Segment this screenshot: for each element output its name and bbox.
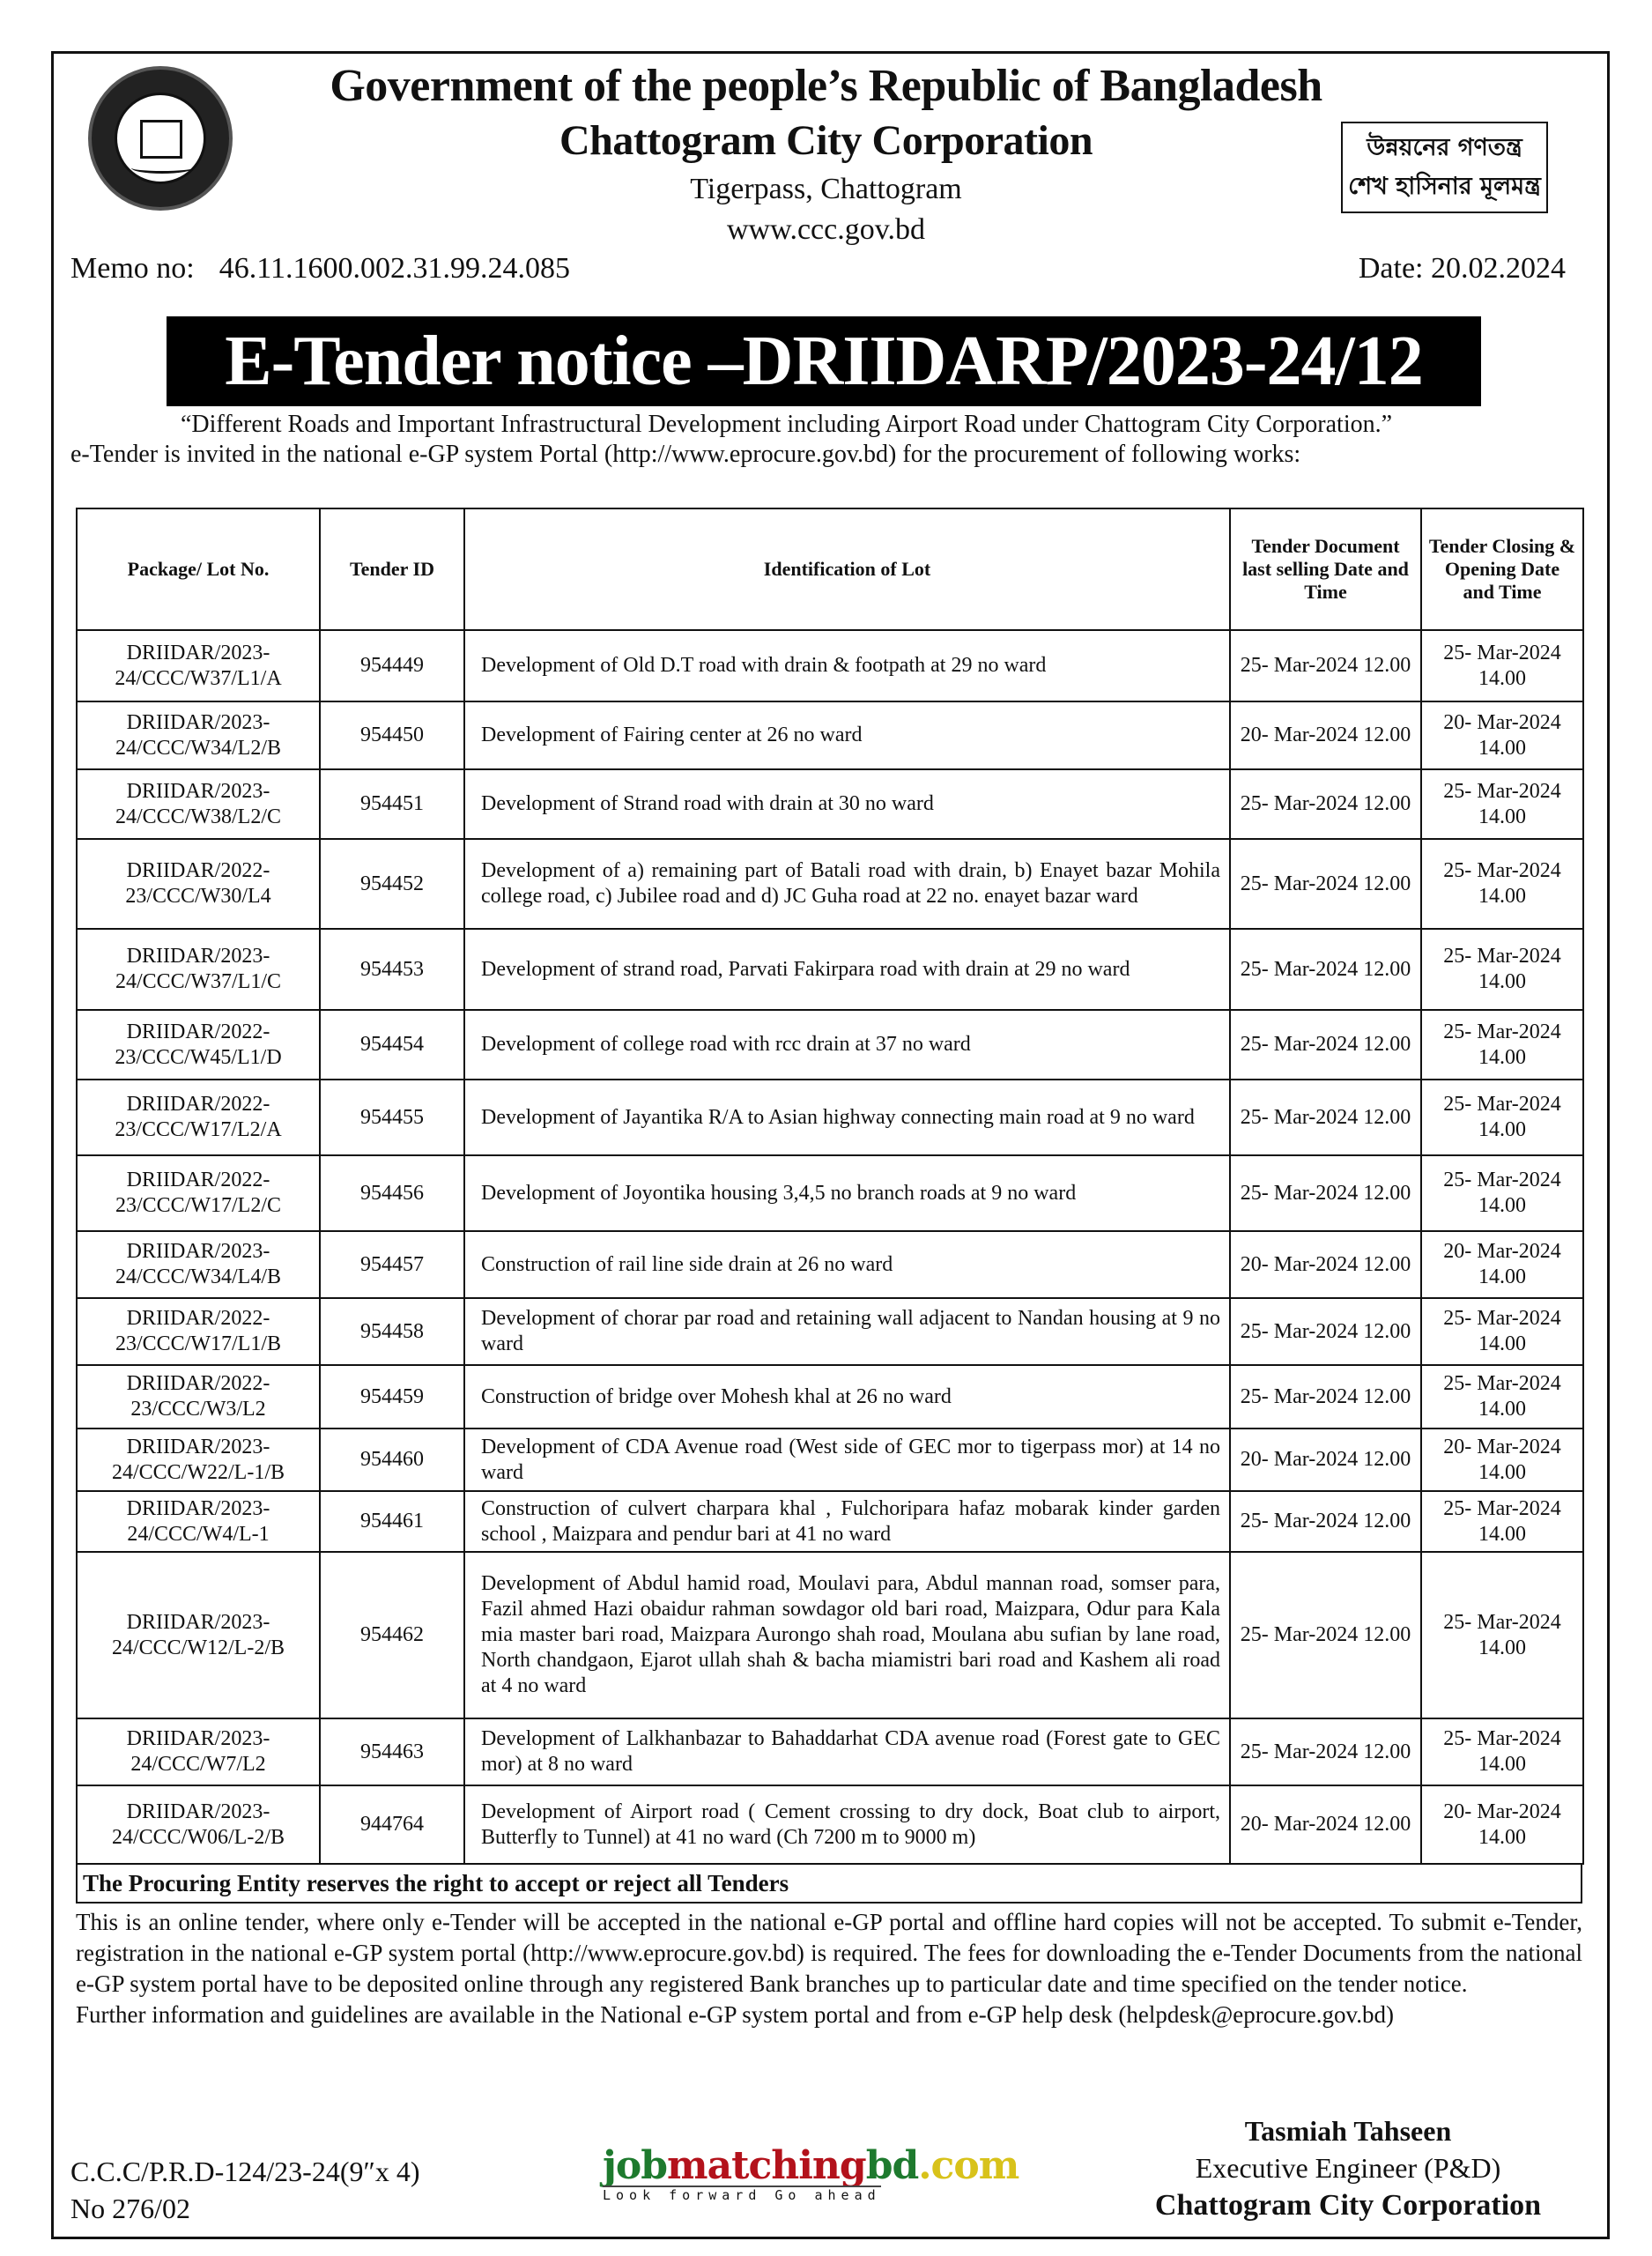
lot-identification: Development of Lalkhanbazar to Bahaddarhat CDA avenue road (Forest gate to GEC mor) at 8 no ward (464, 1718, 1230, 1785)
last-selling-datetime: 20- Mar-2024 12.00 (1230, 701, 1421, 769)
header-last-selling: Tender Document last selling Date and Time (1230, 508, 1421, 630)
header-identification: Identification of Lot (464, 508, 1230, 630)
lot-number: DRIIDAR/2023-24/CCC/W06/L-2/B (77, 1785, 320, 1864)
last-selling-datetime: 25- Mar-2024 12.00 (1230, 1552, 1421, 1718)
lot-number: DRIIDAR/2023-24/CCC/W34/L2/B (77, 701, 320, 769)
government-title: Government of the people’s Republic of Bangladesh (330, 61, 1322, 111)
notice-date: Date: 20.02.2024 (1358, 252, 1566, 285)
closing-datetime: 25- Mar-2024 14.00 (1421, 1365, 1583, 1429)
project-title: “Different Roads and Important Infrastructural Development including Airport Road under Chattogram City Corporation.” (181, 411, 1393, 438)
lot-identification: Construction of rail line side drain at 26 no ward (464, 1231, 1230, 1298)
last-selling-datetime: 25- Mar-2024 12.00 (1230, 1365, 1421, 1429)
closing-datetime: 25- Mar-2024 14.00 (1421, 929, 1583, 1010)
procuring-entity-note: The Procuring Entity reserves the right to accept or reject all Tenders (76, 1863, 1582, 1904)
closing-datetime: 20- Mar-2024 14.00 (1421, 1429, 1583, 1491)
lot-identification: Development of Joyontika housing 3,4,5 no branch roads at 9 no ward (464, 1155, 1230, 1231)
last-selling-datetime: 25- Mar-2024 12.00 (1230, 1080, 1421, 1155)
lot-identification: Construction of bridge over Mohesh khal at 26 no ward (464, 1365, 1230, 1429)
table-row (77, 1298, 1583, 1365)
lot-number: DRIIDAR/2023-24/CCC/W37/L1/A (77, 630, 320, 701)
lot-identification: Development of Abdul hamid road, Moulavi para, Abdul mannan road, somser para, Fazil ahmed Hazi obaidur rahman sowdagor old bari road, Maizpara, Odur para Kala mia master bari road, Maizpara Aurongo shah road, Moulana abu sufian by lane road, North chandgaon, Ejarot ullah shah & bacha miamistri bari road and Kashem ali road at 4 no ward (464, 1552, 1230, 1718)
lot-number: DRIIDAR/2023-24/CCC/W7/L2 (77, 1718, 320, 1785)
lot-number: DRIIDAR/2022-23/CCC/W17/L2/C (77, 1155, 320, 1231)
table-row (77, 769, 1583, 839)
closing-datetime: 25- Mar-2024 14.00 (1421, 630, 1583, 701)
tender-table (76, 508, 1584, 1865)
table-row (77, 1010, 1583, 1080)
memo-label: Memo no: (70, 252, 195, 285)
lot-identification: Development of strand road, Parvati Fakirpara road with drain at 29 no ward (464, 929, 1230, 1010)
closing-datetime: 25- Mar-2024 14.00 (1421, 1552, 1583, 1718)
last-selling-datetime: 25- Mar-2024 12.00 (1230, 839, 1421, 929)
closing-datetime: 20- Mar-2024 14.00 (1421, 1231, 1583, 1298)
notice-title-banner: E-Tender notice –DRIIDARP/2023-24/12 (167, 316, 1481, 406)
memo-number (70, 252, 570, 286)
closing-datetime: 25- Mar-2024 14.00 (1421, 1491, 1583, 1552)
organization-title: Chattogram City Corporation (559, 117, 1093, 164)
lot-identification: Construction of culvert charpara khal , Fulchoripara hafaz mobarak kinder garden school , Maizpara and pendur bari at 41 no ward (464, 1491, 1230, 1552)
tender-id: 954456 (320, 1155, 464, 1231)
tender-id: 954452 (320, 839, 464, 929)
lot-identification: Development of chorar par road and retaining wall adjacent to Nandan housing at 9 no ward (464, 1298, 1230, 1365)
tender-id: 954454 (320, 1010, 464, 1080)
lot-number: DRIIDAR/2023-24/CCC/W37/L1/C (77, 929, 320, 1010)
table-row (77, 1429, 1583, 1491)
lot-identification: Development of Fairing center at 26 no ward (464, 701, 1230, 769)
closing-datetime: 25- Mar-2024 14.00 (1421, 1155, 1583, 1231)
header-tender-id: Tender ID (320, 508, 464, 630)
tender-id: 954451 (320, 769, 464, 839)
table-row (77, 1491, 1583, 1552)
website: www.ccc.gov.bd (726, 213, 926, 246)
closing-datetime: 25- Mar-2024 14.00 (1421, 1718, 1583, 1785)
closing-datetime: 25- Mar-2024 14.00 (1421, 1010, 1583, 1080)
tender-id: 954457 (320, 1231, 464, 1298)
lot-number: DRIIDAR/2023-24/CCC/W4/L-1 (77, 1491, 320, 1552)
slogan-box (1341, 122, 1548, 213)
last-selling-datetime: 25- Mar-2024 12.00 (1230, 1298, 1421, 1365)
lot-number: DRIIDAR/2023-24/CCC/W34/L4/B (77, 1231, 320, 1298)
lot-identification: Development of a) remaining part of Batali road with drain, b) Enayet bazar Mohila college road, c) Jubilee road and d) JC Guha road at 22 no. enayet bazar ward (464, 839, 1230, 929)
closing-datetime: 25- Mar-2024 14.00 (1421, 1298, 1583, 1365)
tender-id: 954461 (320, 1491, 464, 1552)
lot-identification: Development of Strand road with drain at 30 no ward (464, 769, 1230, 839)
last-selling-datetime: 25- Mar-2024 12.00 (1230, 1155, 1421, 1231)
last-selling-datetime: 25- Mar-2024 12.00 (1230, 1010, 1421, 1080)
lot-number: DRIIDAR/2022-23/CCC/W17/L2/A (77, 1080, 320, 1155)
tender-id: 954458 (320, 1298, 464, 1365)
tender-id: 944764 (320, 1785, 464, 1864)
header-lot: Package/ Lot No. (77, 508, 320, 630)
last-selling-datetime: 25- Mar-2024 12.00 (1230, 630, 1421, 701)
lot-number: DRIIDAR/2022-23/CCC/W17/L1/B (77, 1298, 320, 1365)
table-row (77, 1365, 1583, 1429)
instructions (76, 1907, 1582, 2030)
tender-id: 954462 (320, 1552, 464, 1718)
closing-datetime: 20- Mar-2024 14.00 (1421, 1785, 1583, 1864)
last-selling-datetime: 20- Mar-2024 12.00 (1230, 1231, 1421, 1298)
watermark-part: .com (918, 2143, 1019, 2188)
tender-id: 954450 (320, 701, 464, 769)
tender-id: 954459 (320, 1365, 464, 1429)
tender-id: 954453 (320, 929, 464, 1010)
lot-identification: Development of Old D.T road with drain & footpath at 29 no ward (464, 630, 1230, 701)
table-row (77, 1080, 1583, 1155)
instructions-paragraph: This is an online tender, where only e-Tender will be accepted in the national e-GP portal and offline hard copies will not be accepted. To submit e-Tender, registration in the national e-GP system portal (http://www.eprocure.gov.bd) is required. The fees for downloading the e-Tender Documents from the national e-GP system portal have to be deposited online through any registered Bank branches up to particular date and time specified on the tender notice. (76, 1909, 1582, 1997)
reference-number: No 276/02 (70, 2193, 190, 2224)
tender-id: 954463 (320, 1718, 464, 1785)
last-selling-datetime: 20- Mar-2024 12.00 (1230, 1429, 1421, 1491)
table-row (77, 1785, 1583, 1864)
table-row (77, 701, 1583, 769)
invitation-text: e-Tender is invited in the national e-GP system Portal (http://www.eprocure.gov.bd) for the procurement of following works: (70, 441, 1301, 468)
table-row (77, 929, 1583, 1010)
reference-code: C.C.C/P.R.D-124/23-24(9″x 4) (70, 2156, 420, 2187)
last-selling-datetime: 25- Mar-2024 12.00 (1230, 769, 1421, 839)
watermark-part: job (603, 2143, 668, 2188)
address: Tigerpass, Chattogram (690, 173, 962, 205)
header-closing: Tender Closing & Opening Date and Time (1421, 508, 1583, 630)
lot-number: DRIIDAR/2023-24/CCC/W12/L-2/B (77, 1552, 320, 1718)
signatory-organization: Chattogram City Corporation (1154, 2189, 1542, 2222)
lot-number: DRIIDAR/2023-24/CCC/W38/L2/C (77, 769, 320, 839)
lot-number: DRIIDAR/2023-24/CCC/W22/L-1/B (77, 1429, 320, 1491)
tender-id: 954455 (320, 1080, 464, 1155)
lot-identification: Development of Airport road ( Cement crossing to dry dock, Boat club to airport, Butterfly to Tunnel) at 41 no ward (Ch 7200 m to 9000 m) (464, 1785, 1230, 1864)
closing-datetime: 20- Mar-2024 14.00 (1421, 701, 1583, 769)
watermark-tagline: Look forward Go ahead (603, 2187, 881, 2203)
table-row (77, 1155, 1583, 1231)
lot-identification: Development of CDA Avenue road (West side of GEC mor to tigerpass mor) at 14 no ward (464, 1429, 1230, 1491)
jobmatchingbd-watermark (603, 2143, 1019, 2223)
last-selling-datetime: 20- Mar-2024 12.00 (1230, 1785, 1421, 1864)
memo-value: 46.11.1600.002.31.99.24.085 (219, 252, 570, 285)
lot-identification: Development of Jayantika R/A to Asian highway connecting main road at 9 no ward (464, 1080, 1230, 1155)
signatory-name: Tasmiah Tahseen (1244, 2115, 1452, 2147)
last-selling-datetime: 25- Mar-2024 12.00 (1230, 929, 1421, 1010)
lot-identification: Development of college road with rcc drain at 37 no ward (464, 1010, 1230, 1080)
table-row (77, 1231, 1583, 1298)
watermark-part: matching (667, 2143, 866, 2188)
table-header-row (77, 508, 1583, 630)
table-row (77, 1552, 1583, 1718)
lot-number: DRIIDAR/2022-23/CCC/W45/L1/D (77, 1010, 320, 1080)
lot-number: DRIIDAR/2022-23/CCC/W30/L4 (77, 839, 320, 929)
table-row (77, 630, 1583, 701)
tender-id: 954449 (320, 630, 464, 701)
lot-number: DRIIDAR/2022-23/CCC/W3/L2 (77, 1365, 320, 1429)
slogan-line-2: শেখ হাসিনার মূলমন্ত্র (1348, 173, 1541, 200)
closing-datetime: 25- Mar-2024 14.00 (1421, 1080, 1583, 1155)
tender-id: 954460 (320, 1429, 464, 1491)
table-row (77, 1718, 1583, 1785)
table-row (77, 839, 1583, 929)
last-selling-datetime: 25- Mar-2024 12.00 (1230, 1491, 1421, 1552)
closing-datetime: 25- Mar-2024 14.00 (1421, 769, 1583, 839)
signatory-title: Executive Engineer (P&D) (1195, 2152, 1501, 2184)
last-selling-datetime: 25- Mar-2024 12.00 (1230, 1718, 1421, 1785)
slogan-line-1: উন্নয়নের গণতন্ত্র (1367, 134, 1522, 161)
closing-datetime: 25- Mar-2024 14.00 (1421, 839, 1583, 929)
watermark-part: bd (865, 2143, 919, 2188)
helpdesk-paragraph: Further information and guidelines are available in the National e-GP system portal and from e-GP help desk (helpdesk@eprocure.gov.bd) (76, 2001, 1394, 2028)
